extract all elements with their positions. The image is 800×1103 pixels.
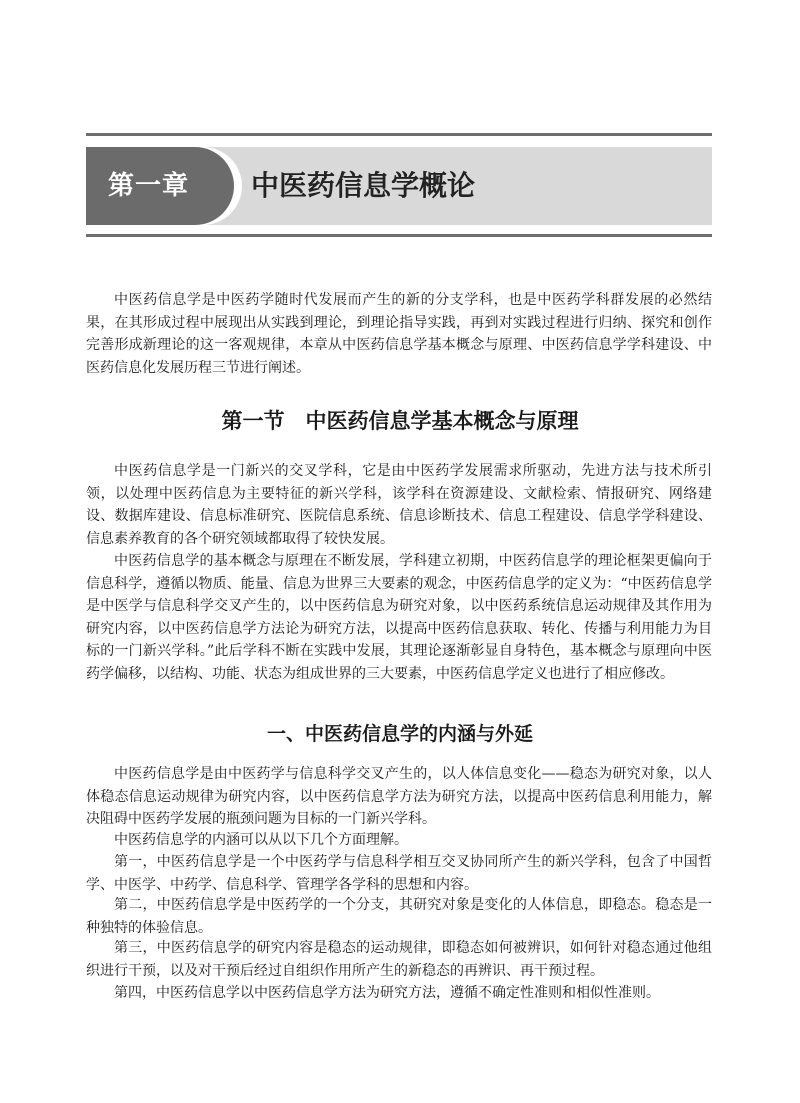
subsection-paragraph-2: 中医药信息学的内涵可以从以下几个方面理解。 bbox=[114, 832, 408, 848]
subsection-paragraph-1: 中医药信息学是由中医药学与信息科学交叉产生的，以人体信息变化——稳态为研究对象，以人体稳态信息运动规律为研究内容，以中医药信息学方法为研究方法，以提高中医药信息利用能力，解决阻碍中医药学发展的瓶颈问题为目标的一门新兴学科。 bbox=[86, 766, 712, 827]
intro-paragraph: 中医药信息学是中医药学随时代发展而产生的新的分支学科，也是中医药学科群发展的必然结果，在其形成过程中展现出从实践到理论，到理论指导实践，再到对实践过程进行归纳、探究和创作完善形成新理论的这一客观规律，本章从中医药信息学基本概念与原理、中医药信息学学科建设、中医药信息化发展历程三节进行阐述。 bbox=[86, 292, 712, 376]
chapter-banner bbox=[86, 133, 712, 241]
subsection-paragraph-3: 第一，中医药信息学是一个中医药学与信息科学相互交叉协同所产生的新兴学科，包含了中国哲学、中医学、中药学、信息科学、管理学各学科的思想和内容。 bbox=[86, 854, 712, 893]
chapter-title: 中医药信息学概论 bbox=[251, 169, 476, 202]
subsection-title: 一、中医药信息学的内涵与外延 bbox=[266, 723, 533, 745]
section-paragraph-1: 中医药信息学是一门新兴的交叉学科，它是由中医药学发展需求所驱动，先进方法与技术所引领，以处理中医药信息为主要特征的新兴学科，该学科在资源建设、文献检索、情报研究、网络建设、数据库建设、信息标准研究、医院信息系统、信息诊断技术、信息工程建设、信息学学科建设、信息素养教育的各个研究领域都取得了较快发展。 bbox=[86, 463, 712, 547]
chapter-number: 第一章 bbox=[108, 171, 190, 201]
subsection-paragraph-4: 第二，中医药信息学是中医药学的一个分支，其研究对象是变化的人体信息，即稳态。稳态是一种独特的体验信息。 bbox=[86, 897, 712, 936]
banner-top-rule bbox=[86, 133, 712, 136]
section-title: 第一节 中医药信息学基本概念与原理 bbox=[221, 408, 579, 433]
banner-bottom-rule bbox=[86, 234, 712, 237]
subsection-paragraph-6: 第四，中医药信息学以中医药信息学方法为研究方法，遵循不确定性准则和相似性准则。 bbox=[114, 985, 660, 1001]
section-paragraph-2: 中医药信息学的基本概念与原理在不断发展，学科建立初期，中医药信息学的理论框架更偏向于信息科学，遵循以物质、能量、信息为世界三大要素的观念，中医药信息学的定义为：“中医药信息学是中医学与信息科学交叉产生的，以中医药信息为研究对象，以中医药系统信息运动规律及其作用为研究内容，以中医药信息学方法论为研究方法，以提高中医药信息获取、转化、传播与利用能力为目标的一门新兴学科。”此后学科不断在实践中发展，其理论逐渐彰显自身特色，基本概念与原理向中医药学偏移，以结构、功能、状态为组成世界的三大要素，中医药信息学定义也进行了相应修改。 bbox=[86, 553, 712, 682]
subsection-paragraph-5: 第三，中医药信息学的研究内容是稳态的运动规律，即稳态如何被辨识，如何针对稳态通过他组织进行干预，以及对干预后经过自组织作用所产生的新稳态的再辨识、再干预过程。 bbox=[86, 940, 712, 979]
